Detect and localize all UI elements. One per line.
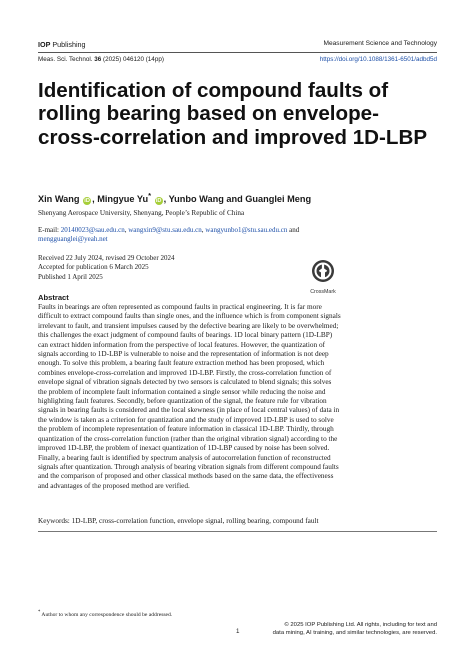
keywords-label: Keywords: xyxy=(38,517,70,525)
article-title: Identification of compound faults of rolling bearing based on envelope-cross-correlation and improved 1D-LBP xyxy=(38,79,428,149)
email-link-3[interactable]: wangyunbo1@stu.sau.edu.cn xyxy=(205,226,288,234)
orcid-icon[interactable]: iD xyxy=(155,198,162,205)
email-and: and xyxy=(289,226,300,234)
email-link-4[interactable]: mengguanglei@yeah.net xyxy=(38,235,108,244)
affiliation: Shenyang Aerospace University, Shenyang, People’s Republic of China xyxy=(38,209,245,217)
publisher-logo xyxy=(38,40,86,49)
publication-dates xyxy=(38,254,174,282)
author-2: Mingyue Yu xyxy=(97,194,149,205)
footnote-text: Author to whom any correspondence should be addressed. xyxy=(41,611,173,618)
email-block: E-mail: 20140023@sau.edu.cn, wangxin9@stu.sau.edu.cn, wangyunbo1@stu.sau.edu.cn and mengguanglei@yeah.net xyxy=(38,226,300,244)
keywords-divider xyxy=(38,531,437,532)
crossmark-label: CrossMark xyxy=(310,289,336,295)
footnote xyxy=(38,610,172,618)
abstract-heading: Abstract xyxy=(38,293,69,302)
page-number: 1 xyxy=(236,628,240,635)
citation-journal: Meas. Sci. Technol. xyxy=(38,56,93,63)
email-link-1[interactable]: 20140023@sau.edu.cn xyxy=(60,226,125,234)
corresponding-mark: * xyxy=(148,191,152,200)
header-divider xyxy=(38,52,437,53)
citation xyxy=(38,56,164,63)
publisher-suffix: Publishing xyxy=(52,40,86,49)
email-link-2[interactable]: wangxin9@stu.sau.edu.cn xyxy=(128,226,202,234)
author-1: Xin Wang xyxy=(38,194,80,205)
abstract-text: Faults in bearings are often represented as compound faults in practical engineering. It is far more difficult to extract compound faults than single ones, and the influence which is from component signals irrelevant to fault, and transient impulses caused by the defective bearing are likely to be overwhelmed; this challenges the exact judgment of compound faults of bearings. 1D local binary pattern (1D-LBP) can extract hidden information from the perspective of local features. However, the quantization of signals according to 1D-LBP is vulnerable to noise and the representation of information is not deep enough. To solve this problem, a bearing fault feature extraction method has been proposed, which combines envelope-cross-correlation and improved 1D-LBP. Firstly, the cross-correlation function of envelope signal of vibration signals detected by two sensors is calculated to blend signals; this solves the problem of incomplete fault information contained a single sensor while reducing the noise and highlighting fault features. Secondly, before quantization of the signal, the feature rule for vibration signals in bearing faults is considered and the local skewness (in place of local central values) of data in the window is taken as a criterion for quantization and the study of improved 1D-LBP is used to solve the problem of incomplete representation of feature information in classical 1D-LBP. Thirdly, through quantization of the cross-correlation function (rather than the original vibration signal) according to the improved 1D-LBP, the problem of inexact quantization of 1D-LBP caused by noise has been solved. Finally, a bearing fault is identified by spectrum analysis of autocorrelation function of reconstructed signals after quantization. Through analysis of bearing vibration signals from different compound faults and the comparison of proposed and other classical methods based on the same data, the effectiveness and advantages of the proposed method are verified. xyxy=(38,303,341,490)
email-label: E-mail: xyxy=(38,226,59,234)
citation-pages: (2025) 046120 (14pp) xyxy=(103,56,164,63)
journal-name: Measurement Science and Technology xyxy=(323,40,437,47)
publisher-brand: IOP xyxy=(38,40,51,49)
accepted-date: Accepted for publication 6 March 2025 xyxy=(38,263,149,272)
author-list: Xin Wang iD , Mingyue Yu* iD , Yunbo Wang and Guanglei Meng xyxy=(38,191,312,205)
doi-link[interactable]: https://doi.org/10.1088/1361-6501/adbd5d xyxy=(319,56,437,63)
author-rest: , Yunbo Wang and Guanglei Meng xyxy=(163,194,312,205)
footnote-mark: * xyxy=(38,610,41,615)
keywords xyxy=(38,517,368,525)
keywords-text: 1D-LBP, cross-correlation function, envelope signal, rolling bearing, compound fault xyxy=(71,517,319,525)
received-date: Received 22 July 2024, revised 29 October 2024 xyxy=(38,254,175,262)
crossmark-icon xyxy=(311,259,335,283)
citation-volume: 36 xyxy=(94,56,102,63)
copyright-line-1: © 2025 IOP Publishing Ltd. All rights, including for text and xyxy=(284,622,437,628)
copyright-line-2: data mining, AI training, and similar technologies, are reserved. xyxy=(272,629,437,636)
copyright-notice xyxy=(273,622,437,637)
published-date: Published 1 April 2025 xyxy=(38,272,103,281)
orcid-icon[interactable]: iD xyxy=(84,198,90,205)
crossmark-badge[interactable] xyxy=(306,259,340,295)
